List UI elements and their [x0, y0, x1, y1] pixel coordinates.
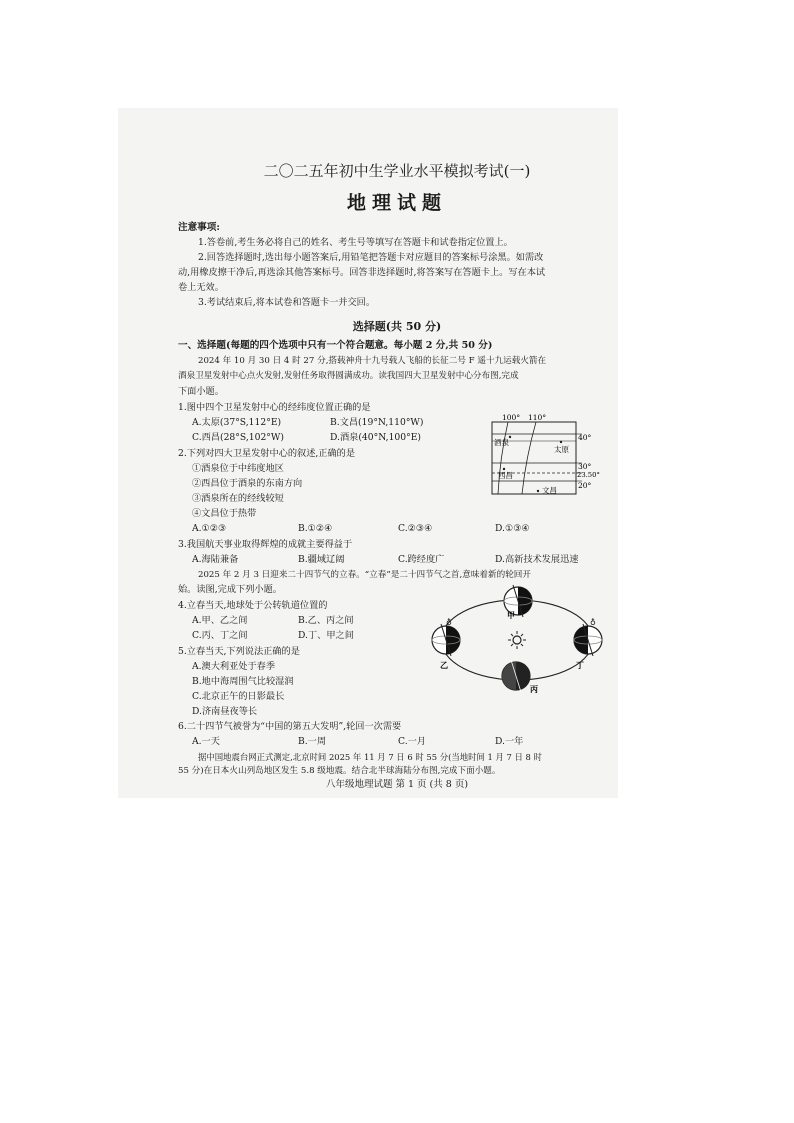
position-label-bing: 丙 — [530, 684, 538, 694]
xichang-dot — [503, 468, 505, 470]
q1-option-c: C.西昌(28°S,102°W) — [192, 432, 284, 443]
passage-line: 2024 年 10 月 30 日 4 时 27 分,搭载神舟十九号载人飞船的长征二号 F 遥十九运载火箭在 — [198, 356, 547, 366]
page-footer: 八年级地理试题 第 1 页 (共 8 页) — [325, 779, 469, 790]
q4-option-d: D.丁、甲之间 — [298, 630, 354, 641]
q3-option-c: C.跨经度广 — [398, 554, 445, 565]
section-title: 选择题(共 50 分) — [352, 320, 442, 333]
q2-statement: ①酒泉位于中纬度地区 — [192, 463, 284, 474]
position-label-ding: 丁 — [576, 660, 584, 670]
q4-option-b: B.乙、丙之间 — [298, 615, 354, 626]
meridian-100 — [498, 422, 508, 494]
q2-option-a: A.①②③ — [192, 523, 227, 534]
notice-item: 3.考试结束后,将本试卷和答题卡一并交回。 — [198, 297, 376, 308]
q1-option-a: A.太原(37°S,112°E) — [192, 417, 282, 428]
passage-line: 始。读图,完成下列小题。 — [178, 584, 282, 595]
sun-rays — [508, 631, 526, 649]
notice-item: 卷上无效。 — [178, 282, 224, 293]
q3-stem: 3.我国航天事业取得辉煌的成就主要得益于 — [178, 539, 353, 550]
lat-label: 30° — [578, 462, 592, 471]
q2-stem: 2.下列对四大卫星发射中心的叙述,正确的是 — [178, 448, 356, 459]
launch-center-map — [478, 412, 606, 498]
q4-option-a: A.甲、乙之间 — [192, 615, 248, 626]
q2-option-d: D.①③④ — [495, 523, 530, 534]
earth-position-yi — [432, 617, 460, 670]
q6-stem: 6.二十四节气被誉为“中国的第五大发明”,轮回一次需要 — [178, 721, 402, 732]
subject-title: 地理试题 — [346, 192, 447, 214]
section-instruction: 一、选择题(每题的四个选项中只有一个符合题意。每小题 2 分,共 50 分) — [178, 340, 493, 351]
jiuquan-dot — [509, 436, 511, 438]
q2-statement: ③酒泉所在的经线较短 — [192, 493, 284, 504]
meridian-110 — [522, 422, 536, 494]
wenchang-dot — [537, 490, 539, 492]
map-frame — [492, 422, 576, 494]
q2-option-c: C.②③④ — [398, 523, 433, 534]
q1-option-d: D.酒泉(40°N,100°E) — [330, 432, 421, 443]
axis-symbol: ♁ — [590, 617, 596, 626]
site-label-jiuquan: 酒泉 — [494, 438, 509, 447]
q3-option-b: B.疆域辽阔 — [298, 554, 345, 565]
lat-label: 23.50° — [577, 471, 600, 479]
q3-option-a: A.海陆兼备 — [192, 554, 239, 565]
passage-line: 据中国地震台网正式测定,北京时间 2025 年 11 月 7 日 6 时 55 分(当地时间 1 月 7 日 8 时 — [198, 752, 542, 762]
lat-label: 20° — [578, 481, 592, 490]
notice-heading: 注意事项: — [178, 222, 220, 233]
sun-icon — [513, 636, 521, 644]
site-label-xichang: 西昌 — [498, 471, 513, 480]
passage-line: 55 分)在日本火山列岛地区发生 5.8 级地震。结合北半球海陆分布图,完成下面小题。 — [178, 766, 501, 776]
site-label-taiyuan: 太原 — [554, 445, 569, 454]
earth-position-bing — [502, 660, 538, 694]
q6-option-d: D.一年 — [495, 736, 524, 747]
q6-option-b: B.一周 — [298, 736, 327, 747]
passage-line: 2025 年 2 月 3 日迎来二十四节气的立春。“立春”是二十四节气之首,意味着新的轮回开 — [198, 570, 531, 580]
q3-option-d: D.高新技术发展迅速 — [495, 554, 579, 565]
q4-stem: 4.立春当天,地球处于公转轨道位置的 — [178, 600, 328, 611]
taiyuan-dot — [560, 441, 562, 443]
axis-symbol: ♁ — [446, 617, 452, 626]
site-label-wenchang: 文昌 — [542, 486, 557, 495]
position-label-yi: 乙 — [440, 660, 448, 670]
q5-stem: 5.立春当天,下列说法正确的是 — [178, 646, 300, 657]
q2-option-b: B.①②④ — [298, 523, 333, 534]
q6-option-a: A.一天 — [192, 736, 220, 747]
q4-option-c: C.丙、丁之间 — [192, 630, 248, 641]
lon-label: 100° — [502, 413, 521, 422]
lon-label: 110° — [528, 413, 547, 422]
q5-option-b: B.地中海周围气比较湿润 — [192, 676, 294, 687]
q1-option-b: B.文昌(19°N,110°W) — [330, 417, 424, 428]
exam-title: 二〇二五年初中生学业水平模拟考试(一) — [263, 162, 531, 180]
earth-orbit-diagram — [426, 582, 608, 696]
q5-option-a: A.澳大利亚处于春季 — [192, 661, 276, 672]
q5-option-c: C.北京正午的日影最长 — [192, 691, 285, 702]
passage-line: 酒泉卫星发射中心点火发射,发射任务取得圆满成功。读我国四大卫星发射中心分布图,完成 — [178, 371, 519, 381]
passage-line: 下面小题。 — [178, 386, 224, 397]
q2-statement: ④文昌位于热带 — [192, 508, 257, 519]
lat-label: 40° — [578, 433, 592, 442]
notice-item: 1.答卷前,考生务必将自己的姓名、考生号等填写在答题卡和试卷指定位置上。 — [198, 237, 513, 248]
position-label-jia: 甲 — [507, 610, 515, 620]
earth-position-jia — [504, 585, 532, 620]
notice-item: 动,用橡皮擦干净后,再选涂其他答案标号。回答非选择题时,将答案写在答题卡上。写在本试 — [178, 267, 546, 278]
q1-stem: 1.图中四个卫星发射中心的经纬度位置正确的是 — [178, 402, 371, 413]
q5-option-d: D.济南昼夜等长 — [192, 706, 258, 717]
q6-option-c: C.一月 — [398, 736, 426, 747]
notice-item: 2.回答选择题时,选出每小题答案后,用铅笔把答题卡对应题目的答案标号涂黑。如需改 — [198, 252, 544, 263]
q2-statement: ②西昌位于酒泉的东南方向 — [192, 478, 303, 489]
